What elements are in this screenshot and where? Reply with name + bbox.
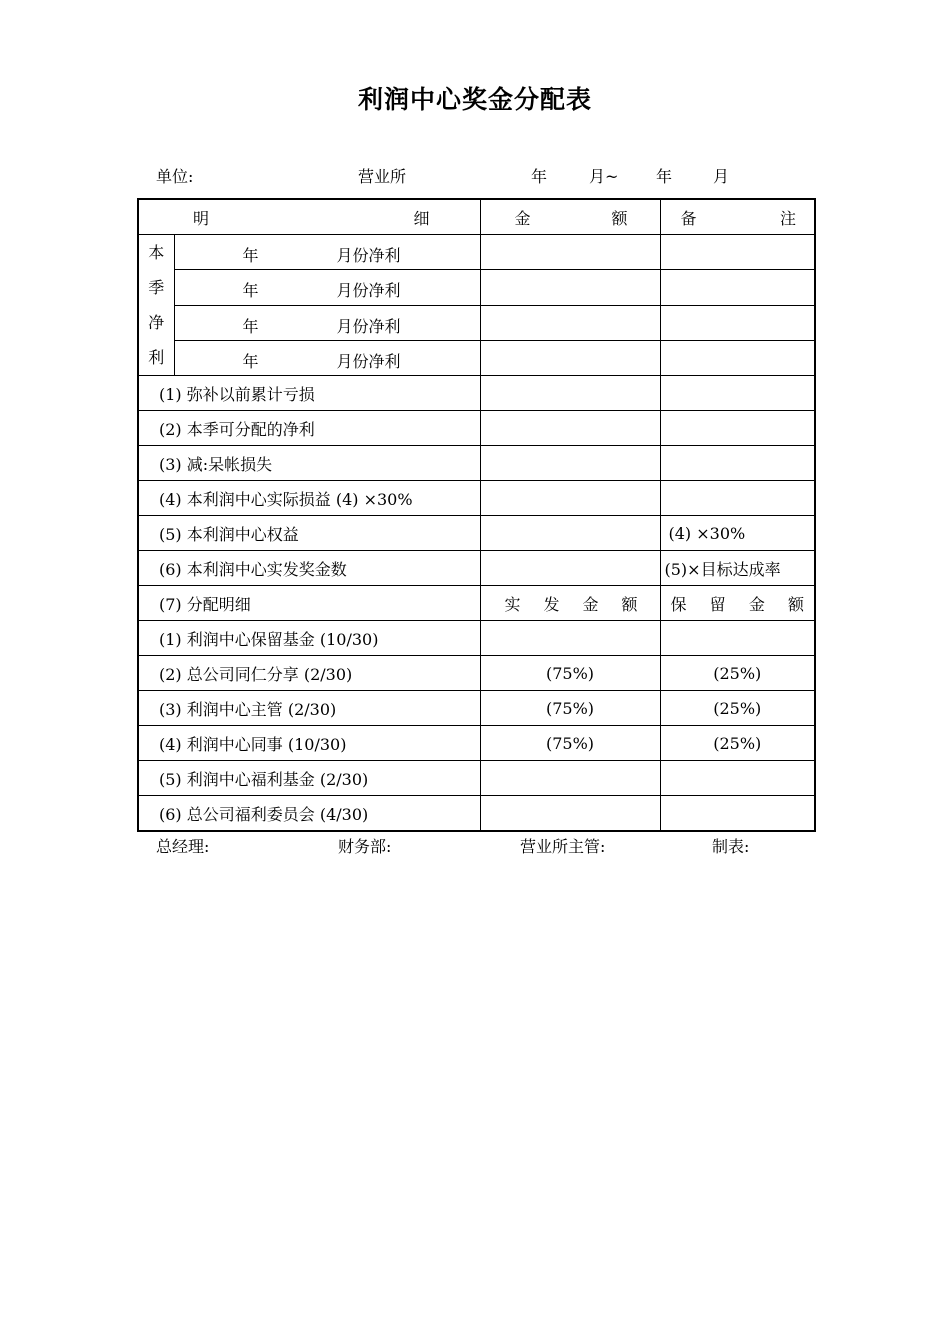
actual-amount-cell[interactable]	[480, 796, 660, 832]
table-row: 本 季 净 利 年 月份净利	[138, 235, 815, 270]
table-row: (5) 本利润中心权益 (4) ×30%	[138, 516, 815, 551]
remark-cell[interactable]	[660, 305, 815, 340]
table-row: (2) 本季可分配的净利	[138, 411, 815, 446]
amount-cell[interactable]	[480, 516, 660, 551]
retained-amount-cell[interactable]	[660, 621, 815, 656]
table-row: (3) 减:呆帐损失	[138, 446, 815, 481]
retained-amount-cell: (25%)	[660, 691, 815, 726]
actual-amount-cell: (75%)	[480, 656, 660, 691]
retained-amount-cell: (25%)	[660, 656, 815, 691]
retained-amount-cell[interactable]	[660, 796, 815, 832]
month-end: 月	[713, 167, 730, 186]
table-row: (5) 利润中心福利基金 (2/30)	[138, 761, 815, 796]
unit-value: 营业所	[358, 167, 407, 186]
amount-cell[interactable]	[480, 235, 660, 270]
year-end: 年	[656, 167, 673, 186]
amount-cell[interactable]	[480, 551, 660, 586]
actual-amount-cell: (75%)	[480, 726, 660, 761]
col-remark-right: 注	[779, 208, 796, 228]
table-row: 年 月份净利	[138, 340, 815, 375]
retained-amount-cell: (25%)	[660, 726, 815, 761]
month-start: 月~	[589, 167, 619, 186]
amount-cell[interactable]	[480, 305, 660, 340]
table-row: (6) 本利润中心实发奖金数 (5)×目标达成率	[138, 551, 815, 586]
amount-cell[interactable]	[480, 270, 660, 305]
remark-cell: (5)×目标达成率	[660, 551, 815, 586]
table-row: 年 月份净利	[138, 305, 815, 340]
branch-supervisor-label: 营业所主管:	[520, 837, 606, 856]
col-amount-left: 金	[514, 208, 531, 228]
table-row: (2) 总公司同仁分享 (2/30) (75%) (25%)	[138, 656, 815, 691]
amount-cell[interactable]	[480, 446, 660, 481]
remark-cell[interactable]	[660, 235, 815, 270]
table-row: (4) 利润中心同事 (10/30) (75%) (25%)	[138, 726, 815, 761]
actual-amount-cell[interactable]	[480, 621, 660, 656]
remark-cell[interactable]	[660, 340, 815, 375]
year-start: 年	[531, 167, 548, 186]
table-row: 年 月份净利	[138, 270, 815, 305]
remark-cell: (4) ×30%	[660, 516, 815, 551]
distribution-header-row: (7) 分配明细 实 发 金 额 保 留 金 额	[138, 586, 815, 621]
quarter-net-profit-label: 本 季 净 利	[138, 235, 174, 376]
table-row: (6) 总公司福利委员会 (4/30)	[138, 796, 815, 832]
general-manager-label: 总经理:	[156, 837, 210, 856]
prepared-by-label: 制表:	[712, 837, 750, 856]
actual-amount-cell[interactable]	[480, 761, 660, 796]
col-detail-left: 明	[193, 208, 210, 228]
table-row: (1) 利润中心保留基金 (10/30)	[138, 621, 815, 656]
remark-cell[interactable]	[660, 411, 815, 446]
amount-cell[interactable]	[480, 340, 660, 375]
amount-cell[interactable]	[480, 376, 660, 411]
table-header-row	[138, 199, 815, 235]
col-remark-left: 备	[680, 208, 697, 228]
col-detail-right: 细	[413, 208, 430, 228]
remark-cell[interactable]	[660, 376, 815, 411]
page-title: 利润中心奖金分配表	[357, 85, 592, 114]
retained-amount-cell[interactable]	[660, 761, 815, 796]
table-row: (3) 利润中心主管 (2/30) (75%) (25%)	[138, 691, 815, 726]
amount-cell[interactable]	[480, 481, 660, 516]
finance-label: 财务部:	[338, 837, 392, 856]
unit-label: 单位:	[156, 167, 194, 186]
remark-cell[interactable]	[660, 270, 815, 305]
col-amount-right: 额	[611, 208, 628, 228]
remark-cell[interactable]	[660, 446, 815, 481]
amount-cell[interactable]	[480, 411, 660, 446]
remark-cell[interactable]	[660, 481, 815, 516]
bonus-table	[137, 198, 816, 832]
table-row: (4) 本利润中心实际损益 (4) ×30%	[138, 481, 815, 516]
actual-amount-cell: (75%)	[480, 691, 660, 726]
table-row: (1) 弥补以前累计亏损	[138, 376, 815, 411]
